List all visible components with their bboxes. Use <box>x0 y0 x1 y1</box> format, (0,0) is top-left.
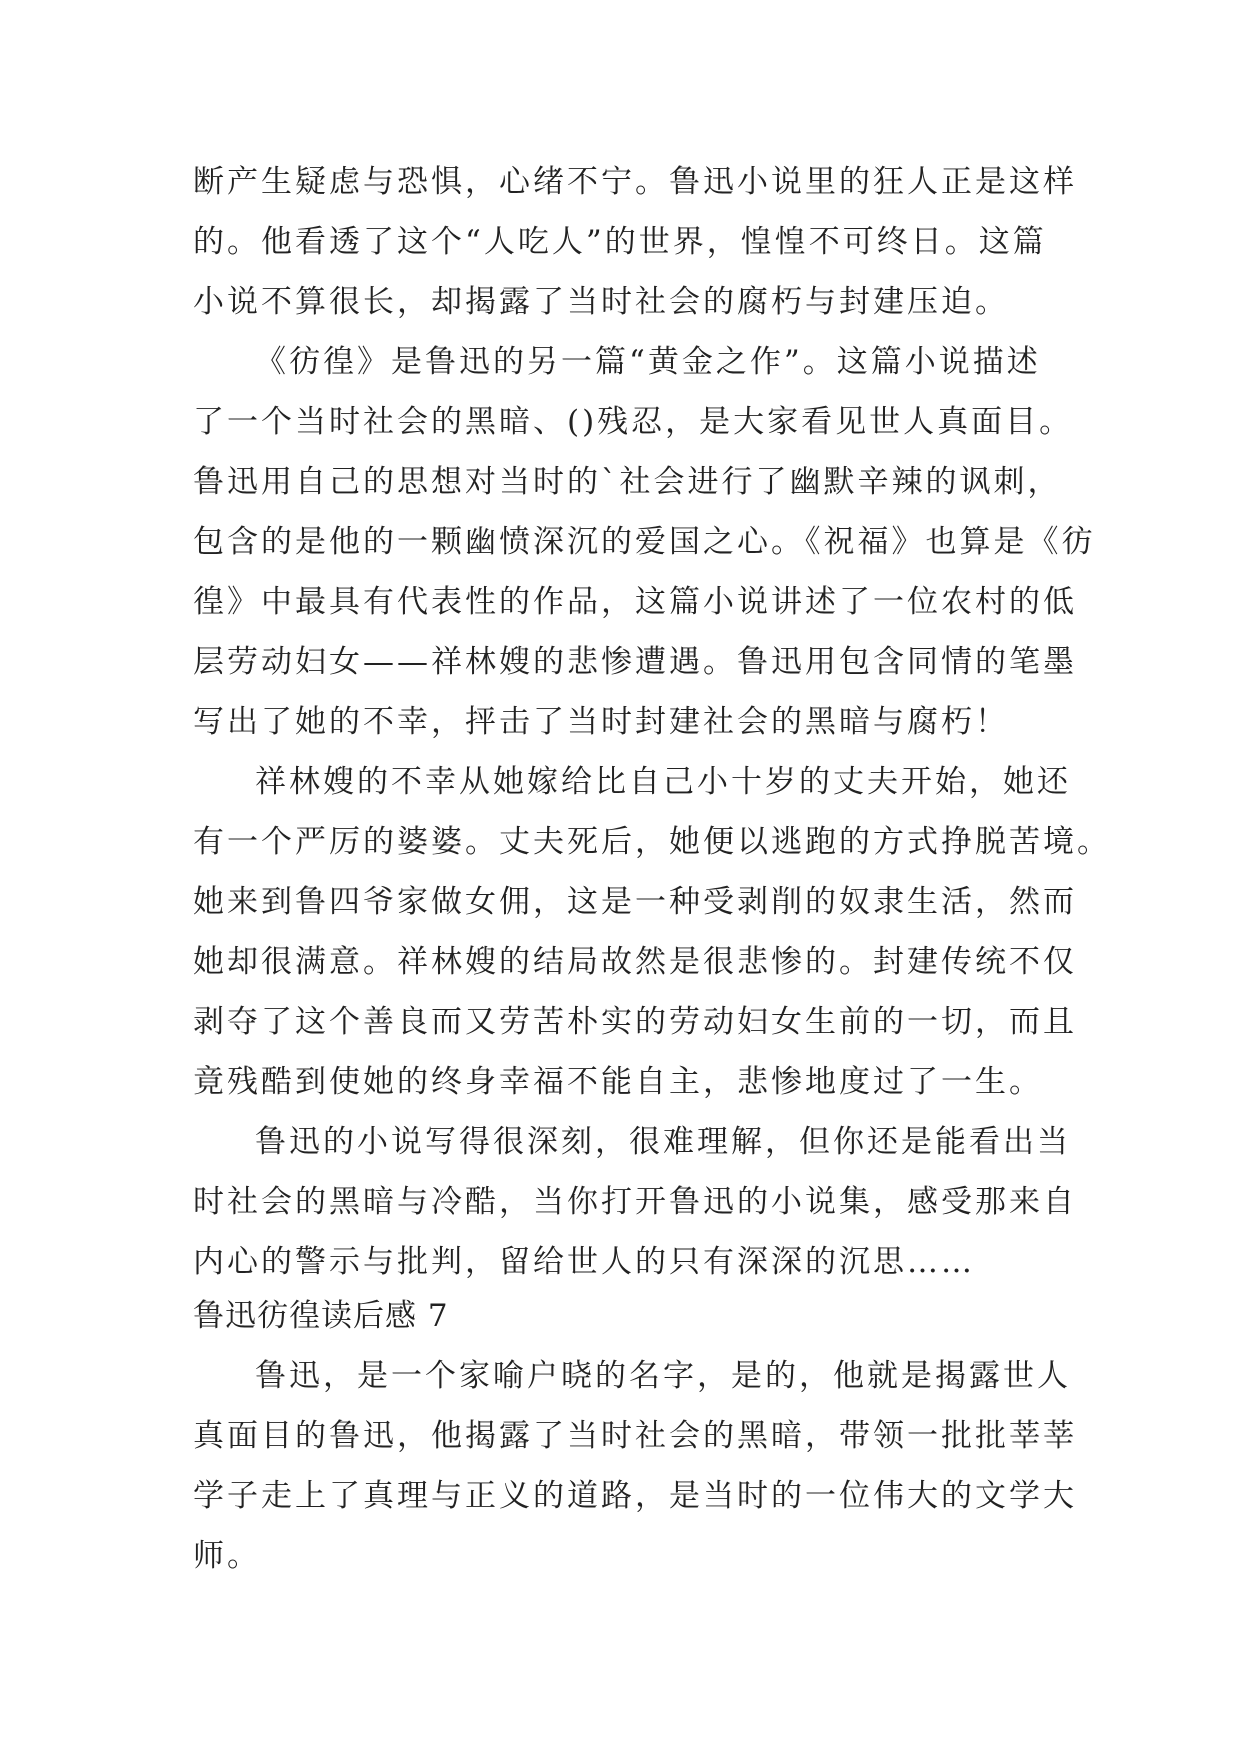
text-line: 学子走上了真理与正义的道路，是当时的一位伟大的文学大 <box>193 1478 1077 1514</box>
text-line: 小说不算很长，却揭露了当时社会的腐朽与封建压迫。 <box>193 284 1009 320</box>
paragraph-first-line: 鲁迅的小说写得很深刻，很难理解，但你还是能看出当 <box>255 1124 1071 1160</box>
text-line: 竟残酷到使她的终身幸福不能自主，悲惨地度过了一生。 <box>193 1064 1043 1100</box>
section-heading: 鲁迅彷徨读后感 7 <box>193 1298 449 1334</box>
paragraph-first-line: 《彷徨》是鲁迅的另一篇“黄金之作”。这篇小说描述 <box>255 344 1041 380</box>
text-line: 真面目的鲁迅，他揭露了当时社会的黑暗，带领一批批莘莘 <box>193 1418 1077 1454</box>
text-line: 包含的是他的一颗幽愤深沉的爱国之心。《祝福》也算是《彷 <box>193 524 1096 560</box>
text-line: 写出了她的不幸，抨击了当时封建社会的黑暗与腐朽！ <box>193 704 1009 740</box>
text-line: 层劳动妇女——祥林嫂的悲惨遭遇。鲁迅用包含同情的笔墨 <box>193 644 1077 680</box>
paragraph-first-line: 鲁迅，是一个家喻户晓的名字，是的，他就是揭露世人 <box>255 1358 1071 1394</box>
text-line: 师。 <box>193 1538 261 1574</box>
text-line: 了一个当时社会的黑暗、()残忍，是大家看见世人真面目。 <box>193 404 1074 440</box>
text-line: 时社会的黑暗与冷酷，当你打开鲁迅的小说集，感受那来自 <box>193 1184 1077 1220</box>
text-line: 断产生疑虑与恐惧，心绪不宁。鲁迅小说里的狂人正是这样 <box>193 164 1077 200</box>
text-line: 剥夺了这个善良而又劳苦朴实的劳动妇女生前的一切，而且 <box>193 1004 1077 1040</box>
text-line: 徨》中最具有代表性的作品，这篇小说讲述了一位农村的低 <box>193 584 1077 620</box>
text-line: 鲁迅用自己的思想对当时的`社会进行了幽默辛辣的讽刺， <box>193 464 1062 500</box>
text-line: 她来到鲁四爷家做女佣，这是一种受剥削的奴隶生活，然而 <box>193 884 1077 920</box>
text-line: 她却很满意。祥林嫂的结局故然是很悲惨的。封建传统不仅 <box>193 944 1077 980</box>
text-line: 有一个严厉的婆婆。丈夫死后，她便以逃跑的方式挣脱苦境。 <box>193 824 1111 860</box>
text-line: 的。他看透了这个“人吃人”的世界，惶惶不可终日。这篇 <box>193 224 1047 260</box>
text-line: 内心的警示与批判，留给世人的只有深深的沉思…… <box>193 1244 975 1280</box>
paragraph-first-line: 祥林嫂的不幸从她嫁给比自己小十岁的丈夫开始，她还 <box>255 764 1071 800</box>
